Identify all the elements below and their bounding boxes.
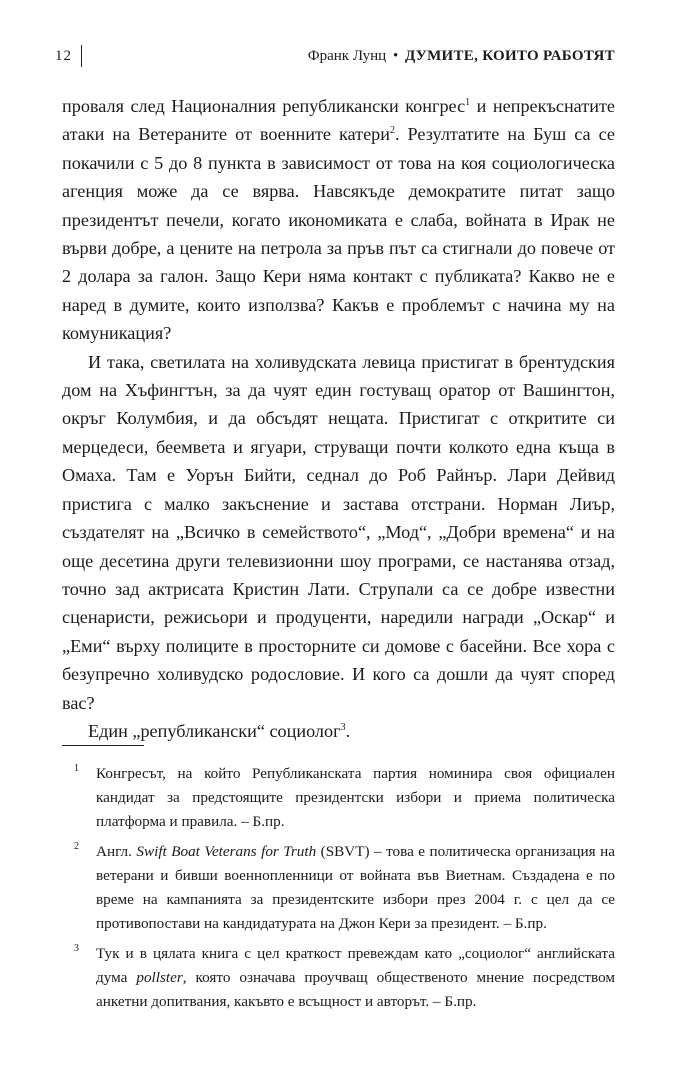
paragraph-3-part-1: Един „републикански“ социолог bbox=[88, 720, 341, 741]
footnote-divider bbox=[62, 745, 144, 746]
paragraph-1-part-3: . Резултатите на Буш са се покачили с 5 до 8 пункта в зависимост от това на коя социологическа агенция може да се вярва. Навсякъде демократите питат защо президентът печели, когато икономиката е слаба, войната в Ирак не върви добре, а цените на петрола за пръв път са стигнали до повече от 2 долара за галон. Защо Кери няма контакт с публиката? Какво не е наред в думите, които използва? Какъв е проблемът с начина му на комуникация? bbox=[62, 124, 615, 344]
footnote-1 bbox=[62, 762, 615, 834]
page-number-divider bbox=[81, 45, 82, 67]
footnote-number: 1 bbox=[74, 763, 79, 774]
paragraph-2: И така, светилата на холивудската левица пристигат в брентудския дом на Хъфингтън, за да чуят един гостуващ оратор от Вашингтон, окръг Колумбия, и да обсъдят нещата. Пристигат с откритите си мерцедеси, беемвета и ягуари, струващи почти колкото една къща в Омаха. Там е Уорън Бийти, седнал до Роб Райнър. Лари Дейвид пристига с малко закъснение и застава отстрани. Норман Лиър, създателят на „Всичко в семейството“, „Мод“, „Добри времена“ и на още десетина други телевизионни шоу програми, се настанява отзад, точно зад актрисата Кристин Лати. Струпали са се добре известни сценаристи, режисьори и продуценти, наредили награди „Оскар“ и „Еми“ върху полиците в просторните си домове с басейни. Все хора с безупречно холивудско родословие. И кого са дошли да чуят според вас? bbox=[62, 351, 615, 713]
footnote-number: 2 bbox=[74, 841, 79, 852]
paragraph-3-part-2: . bbox=[345, 720, 351, 741]
footnote-text: Конгресът, на който Републиканската партия номинира своя официален кандидат за предстоящите президентски избори и приема политическа платформа и правила. – Б.пр. bbox=[96, 765, 615, 830]
book-title: ДУМИТЕ, КОИТО РАБОТЯТ bbox=[404, 48, 615, 64]
footnote-text-pre: Англ. bbox=[96, 843, 137, 860]
footnote-2 bbox=[62, 840, 615, 936]
page-number: 12 bbox=[55, 48, 72, 64]
footnotes bbox=[62, 762, 615, 1020]
paragraph-1 bbox=[62, 92, 615, 348]
main-text bbox=[62, 92, 615, 745]
footnote-3 bbox=[62, 942, 615, 1014]
author-name: Франк Лунц bbox=[307, 48, 387, 64]
footnote-italic-term: Swift Boat Veterans for Truth bbox=[136, 843, 317, 860]
footnote-ref-1: 1 bbox=[465, 97, 471, 108]
footnote-text-post: (SBVT) – това е политическа организация на ветерани и бивши военнопленници от войната във Виетнам. Създадена е по време на кампанията за президентските избори през 2004 г. с цел да се противопостави на кандидатурата на Джон Кери за президент. – Б.пр. bbox=[96, 843, 615, 932]
footnote-text-pre: Тук и в цялата книга с цел краткост превеждам като „социолог“ английската дума bbox=[96, 945, 615, 986]
footnote-text-post: , която означава проучващ общественото мнение посредством анкетни допитвания, какъвто е всъщност и авторът. – Б.пр. bbox=[96, 969, 616, 1010]
header-bullet: • bbox=[392, 48, 399, 64]
paragraph-3 bbox=[62, 717, 615, 745]
running-head bbox=[308, 44, 615, 68]
paragraph-1-part-1: проваля след Националния републикански конгрес bbox=[62, 96, 466, 116]
footnote-number: 3 bbox=[74, 943, 79, 954]
running-header bbox=[55, 44, 615, 68]
footnote-italic-term: pollster bbox=[136, 969, 183, 986]
paragraph-1-part-2: и непрекъснатите атаки на Ветераните от военните катери bbox=[62, 96, 615, 145]
footnote-ref-2: 2 bbox=[390, 125, 395, 137]
footnote-ref-3: 3 bbox=[340, 721, 346, 733]
